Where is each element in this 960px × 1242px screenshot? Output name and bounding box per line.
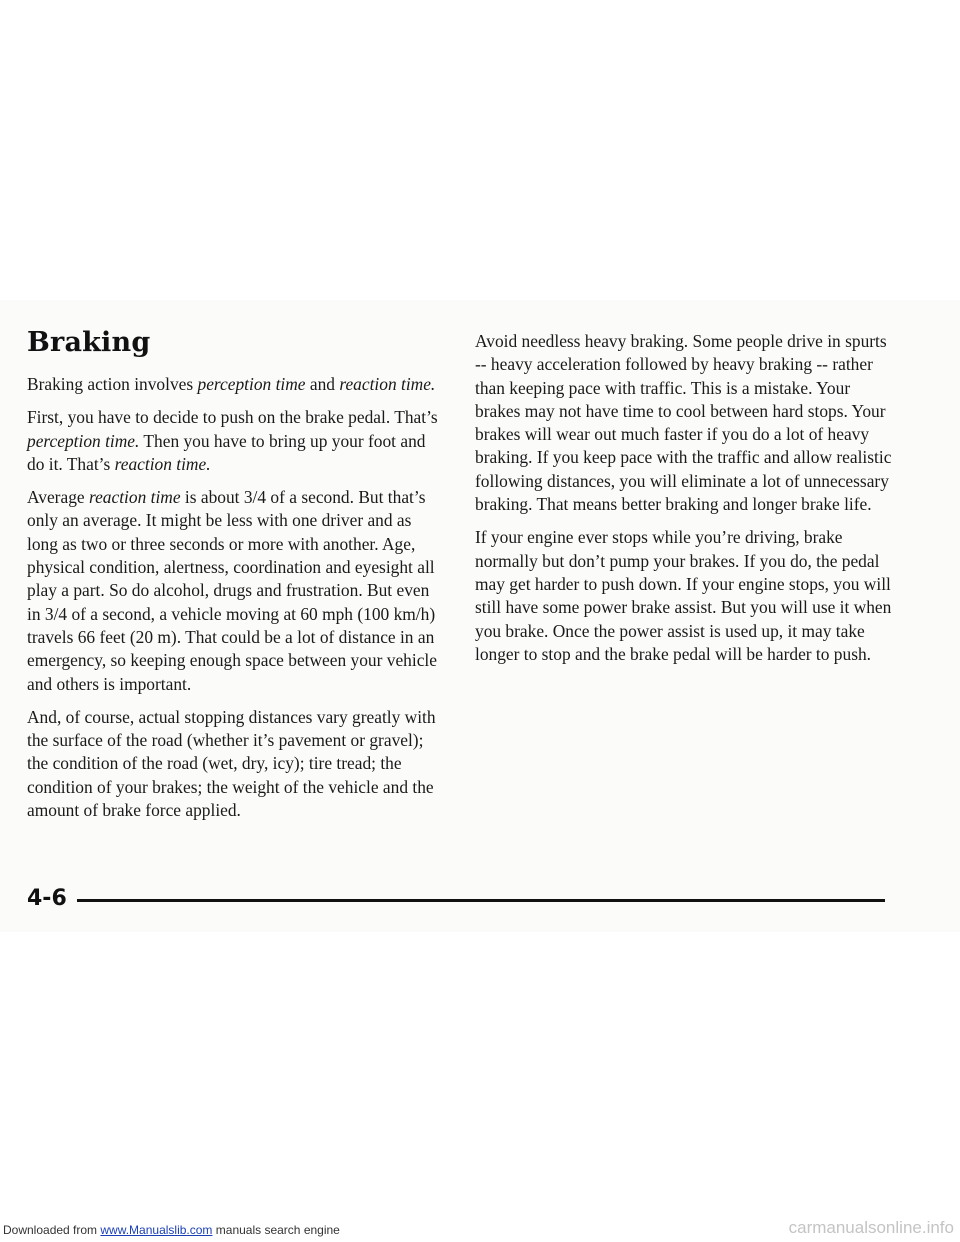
section-title: Braking [27,327,151,358]
page-footer [27,884,887,924]
term-perception-time: perception time. [27,430,140,451]
paragraph-first-decide [27,406,439,476]
left-column [27,327,439,832]
text-span: and [305,374,340,394]
banner-suffix: manuals search engine [212,1223,340,1237]
paragraph-average-reaction-time [27,486,439,696]
paragraph-braking-action [27,373,439,396]
term-reaction-time: reaction time [88,487,181,508]
paragraph-engine-stops: If your engine ever stops while you’re driving, brake normally but don’t pump your brakes. If you do, the pedal may get harder to push down. If your engine stops, you will still have some power brake assist. But you will use it when you brake. Once the power assist is used up, it may take longer to stop and the brake pedal will be harder to push. [475,527,892,664]
paragraph-avoid-heavy-braking: Avoid needless heavy braking. Some people drive in spurts -- heavy acceleration followed by heavy braking -- rather than keeping pace with traffic. This is a mistake. Your brakes may not have time to cool between hard stops. Your brakes will wear out much faster if you do a lot of heavy braking. If you keep pace with the traffic and allow realistic following distances, you will eliminate a lot of unnecessary braking. That means better braking and longer brake life. [475,331,892,515]
text-span: First, you have to decide to push on the brake pedal. That’s [27,407,438,428]
manualslib-link[interactable]: www.Manualslib.com [100,1223,213,1237]
text-span: Average [27,487,89,508]
download-banner [3,1222,340,1238]
paragraph-stopping-distances: And, of course, actual stopping distances vary greatly with the surface of the road (whether it’s pavement or gravel); the condition of the road (wet, dry, icy); tire tread; the condition of your brakes; the weight of the vehicle and the amount of brake force applied. [27,706,436,821]
banner-prefix: Downloaded from [3,1223,101,1237]
text-span: Braking action involves [27,374,198,394]
page-number: 4-6 [27,886,67,911]
text-span: is about 3/4 of a second. But that’s only an average. It might be less with one driver and as long as two or three seconds or more with another. Age, physical condition, alertness, coordination and eyesight all play a part. So do alcohol, drugs and frustration. But even in 3/4 of a second, a vehicle moving at 60 mph (100 km/h) travels 66 feet (20 m). That could be a lot of distance in an emergency, so keeping enough space between your vehicle and others is important. [27,487,437,694]
term-reaction-time: reaction time. [114,453,211,474]
watermark: carmanualsonline.info [788,1218,954,1237]
footer-rule [77,899,885,902]
term-perception-time: perception time [197,374,306,394]
term-reaction-time: reaction time. [339,374,436,394]
right-column [475,330,895,676]
text-span: Then you have to bring up your foot and do it. That’s [27,430,426,474]
